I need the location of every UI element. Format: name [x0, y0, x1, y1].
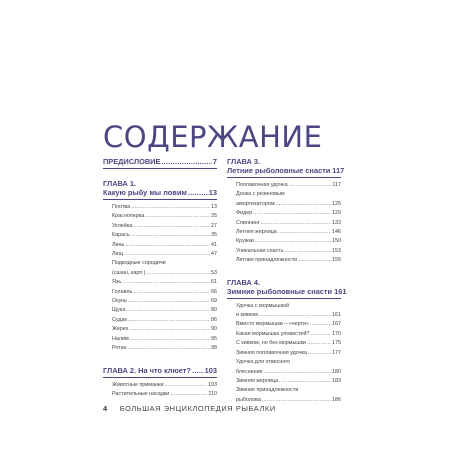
toc-subentry-page: 183 [332, 377, 341, 384]
toc-subentry-label-line: Удочка для отвесного [236, 359, 291, 366]
toc-subentry[interactable] [236, 349, 341, 358]
toc-subentry-label: Летние принадлежности [236, 257, 298, 264]
leader-dots [145, 212, 210, 221]
toc-entry-chapter-4[interactable] [227, 286, 347, 296]
chapter-1-items [103, 203, 217, 354]
toc-left-column [103, 157, 217, 399]
chapter-4-items [227, 302, 341, 405]
leader-dots [147, 269, 210, 278]
toc-subentry-label: Язь [112, 279, 122, 286]
divider [103, 168, 217, 169]
leader-dots [128, 316, 210, 325]
toc-subentry[interactable] [112, 203, 217, 212]
chapter-3-items [227, 181, 341, 266]
toc-entry-chapter-3[interactable] [227, 166, 345, 175]
toc-subentry[interactable] [236, 228, 341, 237]
toc-subentry-page: 146 [332, 229, 341, 236]
toc-subentry-label: Какая мормышка уловистей? [236, 330, 310, 337]
toc-entry-chapter-1[interactable] [103, 188, 217, 197]
chapter-3-label: ГЛАВА 3. [227, 157, 261, 166]
toc-subentry[interactable] [112, 390, 217, 399]
toc-subentry-label: Поплавочная удочка [236, 182, 288, 188]
leader-dots [255, 237, 331, 246]
toc-subentry-label: Вместо мормышки – «черти» [236, 321, 309, 328]
leader-dots [131, 203, 210, 212]
toc-subentry-label: блеснения [236, 368, 263, 375]
toc-subentry-label: Кружки [236, 238, 254, 245]
leader-dots [128, 344, 210, 353]
toc-entry-preface[interactable] [103, 157, 217, 166]
toc-subentry-label: Плотва [112, 204, 131, 210]
toc-entry-label: Какую рыбу мы ловим [103, 188, 187, 197]
leader-dots [161, 157, 211, 166]
toc-subentry-page: 155 [332, 257, 341, 264]
chapter-4-label: ГЛАВА 4. [227, 277, 261, 287]
leader-dots [308, 349, 331, 358]
toc-subentry[interactable] [236, 209, 341, 218]
toc-subentry[interactable] [236, 200, 341, 209]
divider [227, 298, 341, 299]
toc-subentry[interactable] [112, 241, 217, 250]
toc-subentry-page: 167 [332, 321, 341, 328]
toc-subentry-page: 90 [211, 326, 217, 333]
leader-dots [130, 335, 210, 344]
toc-subentry-label: Карась [112, 232, 130, 239]
divider [103, 199, 217, 200]
leader-dots [279, 377, 331, 386]
toc-subentry-label-line: Донка с резиновым [236, 191, 285, 198]
toc-subentry-label: амортизатором [236, 200, 275, 207]
toc-subentry[interactable] [112, 278, 217, 287]
leader-dots [289, 181, 332, 190]
toc-entry-label: Зимние рыболовные снасти [227, 286, 333, 296]
toc-subentry-label: Животные приманки [112, 381, 164, 388]
toc-subentry-label: Судак [112, 316, 127, 323]
toc-subentry-label-line: Удочка с мормышкой [236, 302, 290, 309]
leader-dots [188, 188, 208, 197]
toc-subentry-label: Линь [112, 241, 125, 248]
toc-entry-chapter-2[interactable] [103, 366, 217, 375]
toc-subentry-page: 98 [211, 345, 217, 352]
leader-dots [192, 366, 204, 375]
toc-subentry-page: 170 [332, 330, 341, 337]
toc-subentry-page: 27 [211, 222, 217, 229]
leader-dots [124, 250, 210, 259]
page-footer [103, 404, 276, 413]
toc-subentry-page: 186 [332, 396, 341, 403]
toc-subentry-label: Спиннинг [236, 219, 260, 226]
toc-subentry[interactable] [112, 297, 217, 306]
toc-subentry-page: 13 [211, 204, 217, 210]
toc-subentry[interactable] [112, 222, 217, 231]
toc-subentry-page: 41 [211, 241, 217, 248]
toc-subentry[interactable] [112, 250, 217, 259]
leader-dots [133, 288, 210, 297]
toc-subentry[interactable] [112, 269, 217, 278]
toc-subentry-page: 35 [211, 232, 217, 239]
toc-subentry-label: Жерех [112, 326, 129, 333]
toc-subentry[interactable] [112, 381, 217, 390]
toc-subentry-page: 153 [332, 247, 341, 254]
leader-dots [122, 278, 210, 287]
toc-subentry-label: Ротан [112, 345, 127, 352]
leader-dots [129, 325, 210, 334]
toc-subentry-label: Уникальная снасть [236, 247, 284, 254]
toc-subentry-label: Зимняя поплавочная удочка [236, 349, 307, 356]
toc-entry-page: 161 [334, 286, 347, 296]
leader-dots [261, 219, 331, 228]
toc-entry-page: 103 [204, 365, 217, 375]
toc-subentry-page: 69 [211, 298, 217, 305]
toc-subentry-page: 175 [332, 340, 341, 347]
chapter-2-items [103, 381, 217, 400]
toc-subentry-page: 125 [332, 200, 341, 207]
toc-subentry-label: Растительные насадки [112, 390, 170, 397]
toc-subentry[interactable] [112, 325, 217, 334]
toc-subentry-label: Красноперка [112, 213, 145, 220]
leader-dots [253, 209, 331, 218]
toc-subentry[interactable] [112, 316, 217, 325]
leader-dots [259, 311, 331, 320]
toc-subentry-page: 80 [211, 307, 217, 314]
toc-subentry-page: 177 [332, 349, 341, 356]
leader-dots [278, 228, 331, 237]
divider [103, 377, 217, 378]
leader-dots [170, 390, 207, 399]
toc-subentry-label: (сазан, карп ) [112, 269, 146, 276]
toc-right-column [227, 157, 347, 405]
toc-entry-page: 13 [208, 188, 217, 197]
toc-subentry[interactable] [236, 219, 341, 228]
toc-subentry-label: Летняя жерлица [236, 229, 277, 236]
toc-subentry[interactable] [236, 377, 341, 386]
leader-dots [133, 222, 210, 231]
toc-subentry[interactable] [236, 339, 341, 348]
toc-subentry[interactable] [112, 288, 217, 297]
divider [227, 177, 341, 178]
toc-subentry[interactable] [236, 368, 341, 377]
toc-subentry-page: 110 [208, 390, 217, 397]
toc-subentry-page: 150 [332, 238, 341, 245]
leader-dots [128, 297, 210, 306]
toc-subentry-label: Щука [112, 307, 126, 314]
toc-subentry-label: Лещ [112, 251, 123, 258]
toc-subentry-page: 47 [211, 251, 217, 258]
toc-subentry-page: 129 [332, 210, 341, 217]
toc-subentry[interactable] [112, 335, 217, 344]
toc-subentry-page: 103 [208, 381, 217, 388]
toc-entry-label: ПРЕДИСЛОВИЕ [103, 157, 161, 166]
leader-dots [298, 256, 331, 265]
toc-entry-page: 117 [332, 166, 345, 175]
toc-subentry-label: Фидер [236, 210, 253, 217]
toc-subentry-label: Налим [112, 335, 129, 342]
chapter-1-label: ГЛАВА 1. [103, 179, 137, 188]
toc-entry-page: 7 [212, 157, 217, 166]
toc-subentry[interactable] [112, 306, 217, 315]
toc-subentry-label-line: Подводные сородичи [112, 260, 166, 267]
leader-dots [264, 368, 331, 377]
leader-dots [310, 330, 331, 339]
toc-subentry-page: 180 [332, 368, 341, 375]
toc-subentry-label: Голавль [112, 288, 133, 295]
toc-subentry[interactable] [236, 311, 341, 320]
toc-subentry[interactable] [236, 256, 341, 265]
leader-dots [131, 231, 210, 240]
toc-subentry-page: 25 [211, 213, 217, 220]
toc-subentry-page: 86 [211, 316, 217, 323]
page-number: 4 [103, 404, 108, 413]
page-title: СОДЕРЖАНИЕ [103, 120, 323, 154]
toc-subentry[interactable] [236, 237, 341, 246]
leader-dots [285, 247, 331, 256]
leader-dots [125, 241, 210, 250]
toc-entry-label: Летние рыболовные снасти [227, 166, 331, 175]
toc-subentry[interactable] [112, 231, 217, 240]
toc-subentry-label: С кивком, но без мормышки [236, 340, 307, 347]
book-title: БОЛЬШАЯ ЭНЦИКЛОПЕДИЯ РЫБАЛКИ [119, 404, 276, 413]
toc-subentry[interactable] [236, 181, 341, 190]
leader-dots [310, 320, 331, 329]
toc-subentry-page: 61 [211, 279, 217, 286]
toc-subentry-page: 161 [332, 312, 341, 319]
toc-subentry-page: 95 [211, 335, 217, 342]
toc-entry-label: ГЛАВА 2. На что клюет? [103, 365, 191, 375]
toc-subentry-label: Зимняя жерлица [236, 377, 278, 384]
toc-subentry[interactable] [236, 330, 341, 339]
toc-subentry-page: 53 [211, 269, 217, 276]
leader-dots [126, 306, 210, 315]
toc-subentry-label: Окунь [112, 298, 128, 305]
toc-subentry-page: 133 [332, 219, 341, 226]
toc-subentry[interactable] [236, 247, 341, 256]
leader-dots [276, 200, 331, 209]
toc-subentry-page: 66 [211, 288, 217, 295]
toc-subentry-label: рыболова [236, 396, 261, 403]
toc-subentry[interactable] [112, 212, 217, 221]
toc-subentry[interactable] [112, 344, 217, 353]
leader-dots [307, 339, 331, 348]
toc-subentry-page: 117 [332, 182, 341, 188]
toc-subentry[interactable] [236, 320, 341, 329]
toc-subentry-label: Уклейка [112, 222, 133, 229]
toc-subentry-label: и кивком [236, 312, 258, 319]
toc-subentry-label-line: Зимние принадлежности [236, 387, 299, 394]
leader-dots [164, 381, 207, 390]
